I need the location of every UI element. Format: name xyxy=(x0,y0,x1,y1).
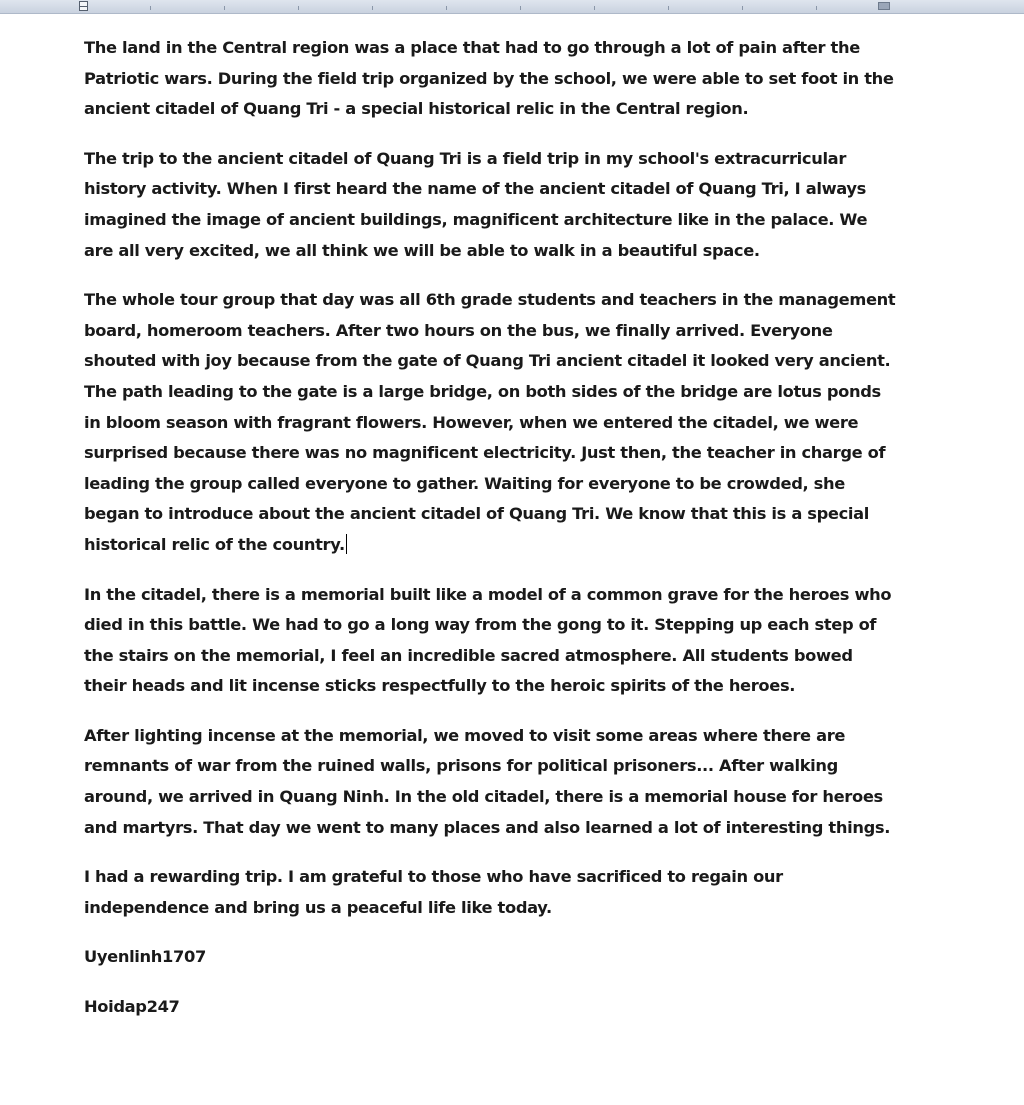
ruler-tick xyxy=(816,6,817,10)
paragraph-trip: The trip to the ancient citadel of Quang Tri is a field trip in my school's extracurricular history activity. When I first heard the name of the ancient citadel of Quang Tri, I always imagined the image of ancient buildings, magnificent architecture like in the palace. We are all very excited, we all think we will be able to walk in a beautiful space. xyxy=(84,148,868,260)
ruler-tick xyxy=(446,6,447,10)
paragraph-arrival-text: The whole tour group that day was all 6th grade students and teachers in the management board, homeroom teachers. After two hours on the bus, we finally arrived. Everyone shouted with joy because from the gate of Quang Tri ancient citadel it looked very ancient. The path leading to the gate is a large bridge, on both sides of the bridge are lotus ponds in bloom season with fragrant flowers. However, when we entered the citadel, we were surprised because there was no magnificent electricity. Just then, the teacher in charge of leading the group called everyone to gather. Waiting for everyone to be crowded, she began to introduce about the ancient citadel of Quang Tri. We know that this is a special historical relic of the country. xyxy=(84,290,896,554)
paragraph-conclusion: I had a rewarding trip. I am grateful to those who have sacrificed to regain our independence and bring us a peaceful life like today. xyxy=(84,867,783,917)
ruler-tick xyxy=(594,6,595,10)
ruler-tick xyxy=(150,6,151,10)
source-name: Hoidap247 xyxy=(84,997,180,1017)
paragraph-intro: The land in the Central region was a place that had to go through a lot of pain after the Patriotic wars. During the field trip organized by the school, we were able to set foot in the ancient citadel of Quang Tri - a special historical relic in the Central region. xyxy=(84,38,894,119)
ruler-tick xyxy=(742,6,743,10)
text-cursor xyxy=(346,534,347,554)
ruler-tick xyxy=(668,6,669,10)
document-page[interactable] xyxy=(84,33,899,1042)
paragraph-visit: After lighting incense at the memorial, we moved to visit some areas where there are remnants of war from the ruined walls, prisons for political prisoners... After walking around, we arrived in Quang Ninh. In the old citadel, there is a memorial house for heroes and martyrs. That day we went to many places and also learned a lot of interesting things. xyxy=(84,725,891,837)
paragraph-arrival xyxy=(84,285,899,560)
ruler-tick xyxy=(372,6,373,10)
author-name: Uyenlinh1707 xyxy=(84,947,206,967)
horizontal-ruler[interactable] xyxy=(0,0,1024,14)
paragraph-memorial: In the citadel, there is a memorial built like a model of a common grave for the heroes who died in this battle. We had to go a long way from the gong to it. Stepping up each step of the stairs on the memorial, I feel an incredible sacred atmosphere. All students bowed their heads and lit incense sticks respectfully to the heroic spirits of the heroes. xyxy=(84,584,892,696)
first-line-indent-icon[interactable] xyxy=(79,1,88,11)
ruler-tick xyxy=(298,6,299,10)
ruler-tick xyxy=(520,6,521,10)
ruler-tick xyxy=(224,6,225,10)
right-indent-icon[interactable] xyxy=(878,2,890,10)
